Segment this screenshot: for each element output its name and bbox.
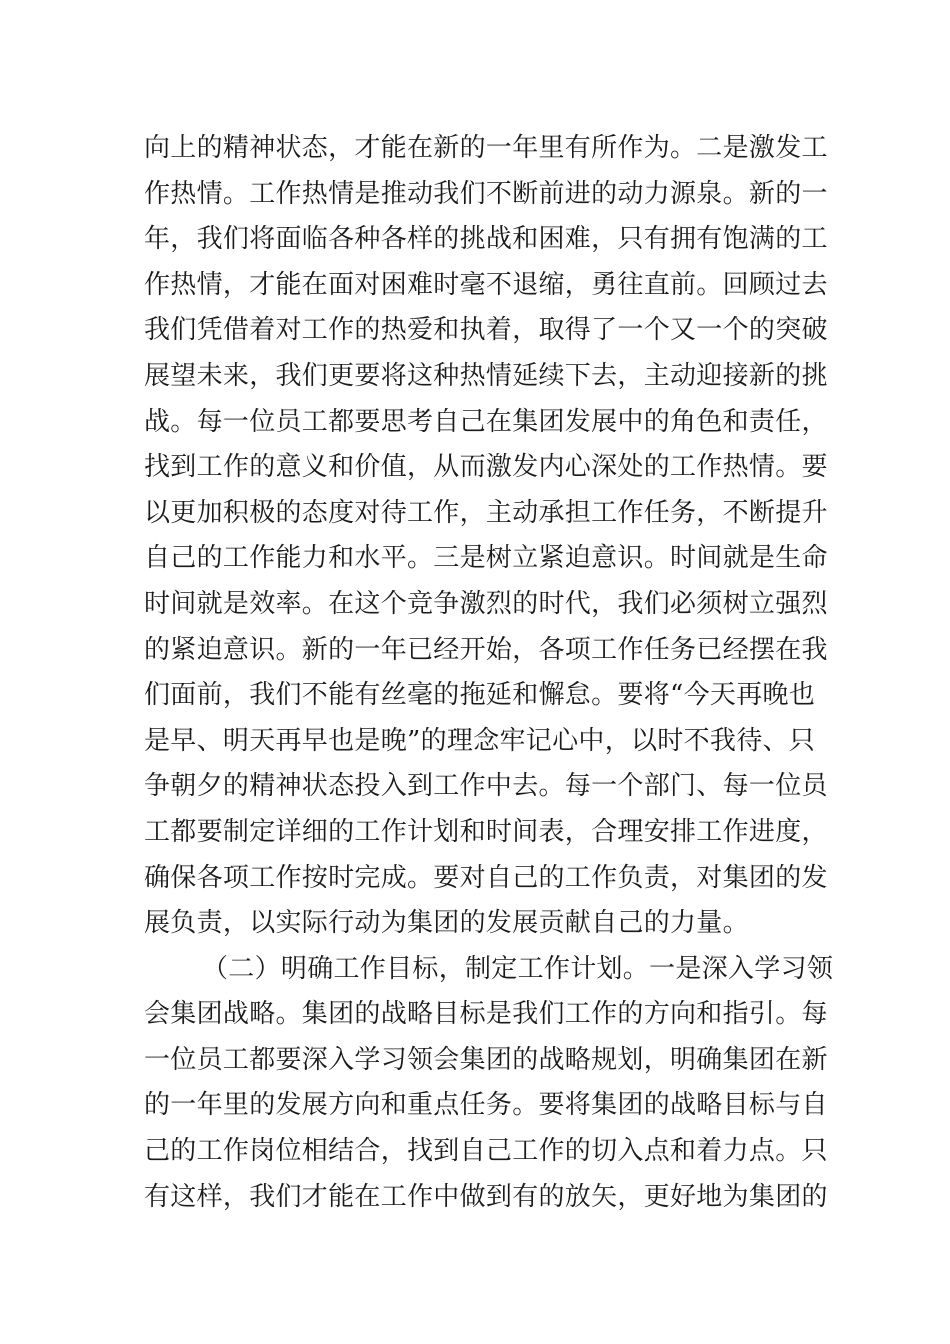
text-line: 工都要制定详细的工作计划和时间表，合理安排工作进度，: [144, 816, 828, 847]
text-line: 以更加积极的态度对待工作，主动承担工作任务，不断提升: [144, 497, 828, 528]
text-line: 年，我们将面临各种各样的挑战和困难，只有拥有饱满的工: [144, 224, 828, 255]
text-line: 的一年里的发展方向和重点任务。要将集团的战略目标与自: [144, 1090, 828, 1121]
text-line: 向上的精神状态，才能在新的一年里有所作为。二是激发工: [144, 133, 828, 163]
text-line: 找到工作的意义和价值，从而激发内心深处的工作热情。要: [144, 452, 828, 483]
text-line: 展望未来，我们更要将这种热情延续下去，主动迎接新的挑: [144, 360, 828, 391]
text-line: 时间就是效率。在这个竞争激烈的时代，我们必须树立强烈: [144, 588, 828, 619]
text-line: 作热情，才能在面对困难时毫不退缩，勇往直前。回顾过去: [144, 269, 828, 300]
text-line: 会集团战略。集团的战略目标是我们工作的方向和指引。每: [144, 999, 828, 1030]
section-heading-line: （二）明确工作目标，制定工作计划。一是深入学习领: [202, 953, 834, 984]
text-line: 一位员工都要深入学习领会集团的战略规划，明确集团在新: [144, 1044, 828, 1075]
text-line: 确保各项工作按时完成。要对自己的工作负责，对集团的发: [144, 862, 828, 893]
text-line: 己的工作岗位相结合，找到自己工作的切入点和着力点。只: [144, 1136, 828, 1167]
text-line: 战。每一位员工都要思考自己在集团发展中的角色和责任，: [144, 406, 828, 437]
text-line: 自己的工作能力和水平。三是树立紧迫意识。时间就是生命: [144, 543, 828, 574]
text-line: 展负责，以实际行动为集团的发展贡献自己的力量。: [144, 908, 749, 939]
text-line: 有这样，我们才能在工作中做到有的放矢，更好地为集团的: [144, 1181, 828, 1212]
text-line: 的紧迫意识。新的一年已经开始，各项工作任务已经摆在我: [144, 634, 828, 665]
text-line: 作热情。工作热情是推动我们不断前进的动力源泉。新的一: [144, 178, 828, 209]
body-text: [144, 126, 834, 1220]
text-line: 争朝夕的精神状态投入到工作中去。每一个部门、每一位员: [144, 771, 828, 802]
text-line: 是早、明天再早也是晚”的理念牢记心中，以时不我待、只: [144, 725, 816, 756]
text-line: 们面前，我们不能有丝毫的拖延和懈怠。要将“今天再晚也: [144, 680, 816, 711]
text-line: 我们凭借着对工作的热爱和执着，取得了一个又一个的突破: [144, 315, 828, 346]
